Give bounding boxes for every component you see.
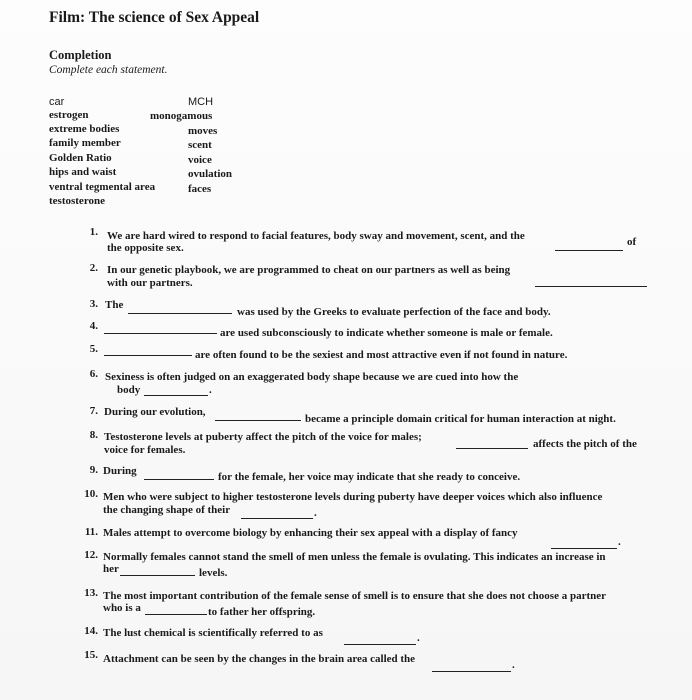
question-text-end: for the female, her voice may indicate that she ready to conceive.: [218, 471, 521, 483]
question-text-end: .: [618, 536, 621, 548]
question-text: Sexiness is often judged on an exaggerated body shape because we are cued into how the: [105, 371, 519, 383]
question-text: Normally females cannot stand the smell of men unless the female is ovulating. This indicates an increase in: [103, 551, 606, 563]
question-number: 11.: [84, 526, 98, 538]
answer-blank[interactable]: [104, 323, 217, 334]
word-bank-item: family member: [49, 137, 121, 149]
question-text: The most important contribution of the female sense of smell is to ensure that she does not choose a partner: [103, 590, 607, 602]
word-bank-item: scent: [188, 139, 212, 151]
word-bank-item: testosterone: [49, 195, 105, 207]
answer-blank[interactable]: [104, 345, 192, 356]
question-text-end: became a principle domain critical for human interaction at night.: [305, 413, 616, 425]
question-number: 2.: [89, 262, 98, 274]
answer-blank[interactable]: [535, 276, 647, 287]
word-bank-item: MCH: [188, 96, 214, 108]
question-number: 9.: [89, 464, 98, 476]
word-bank-item: hips and waist: [49, 166, 117, 178]
question-number: 5.: [89, 343, 98, 355]
question-number: 12.: [84, 549, 98, 561]
question-text: Men who were subject to higher testosterone levels during puberty have deeper voices which also influence: [103, 491, 603, 503]
word-bank-item: ovulation: [188, 168, 233, 180]
answer-blank[interactable]: [456, 438, 528, 449]
question-number: 3.: [89, 298, 98, 310]
question-text-cont: body: [117, 384, 141, 396]
question-text: During our evolution,: [104, 406, 206, 418]
word-bank-item: faces: [188, 183, 212, 195]
word-bank-item: Golden Ratio: [49, 152, 112, 164]
question-text-cont: with our partners.: [107, 277, 193, 289]
question-text-end: .: [314, 507, 317, 519]
question-text: Testosterone levels at puberty affect the pitch of the voice for males;: [104, 431, 422, 443]
question-text-end: affects the pitch of the: [533, 438, 637, 450]
word-bank-item: estrogen: [49, 109, 89, 121]
answer-blank[interactable]: [432, 661, 511, 672]
question-number: 13.: [84, 587, 98, 599]
answer-blank[interactable]: [555, 240, 623, 251]
question-number: 1.: [89, 226, 98, 238]
question-text-end: .: [209, 384, 212, 396]
answer-blank[interactable]: [551, 538, 617, 549]
answer-blank[interactable]: [144, 469, 214, 480]
question-number: 7.: [89, 405, 98, 417]
question-text: Attachment can be seen by the changes in the brain area called the: [103, 653, 416, 665]
word-bank-item: extreme bodies: [49, 123, 120, 135]
answer-blank[interactable]: [145, 604, 207, 615]
question-number: 6.: [89, 368, 98, 380]
question-text-cont: the opposite sex.: [107, 242, 184, 254]
question-text-end: to father her offspring.: [208, 606, 316, 618]
word-bank-item: voice: [188, 154, 212, 166]
word-bank-item: moves: [188, 125, 218, 137]
question-text-end: are used subconsciously to indicate whether someone is male or female.: [220, 327, 553, 339]
question-text-end: .: [417, 632, 420, 644]
question-text: In our genetic playbook, we are programmed to cheat on our partners as well as being: [107, 264, 511, 276]
question-number: 4.: [89, 320, 98, 332]
question-text: Males attempt to overcome biology by enhancing their sex appeal with a display of fancy: [103, 527, 518, 539]
answer-blank[interactable]: [241, 508, 313, 519]
question-number: 15.: [84, 649, 98, 661]
question-text: The lust chemical is scientifically referred to as: [103, 627, 323, 639]
answer-blank[interactable]: [215, 410, 301, 421]
section-instructions: Complete each statement.: [49, 64, 168, 76]
question-number: 14.: [84, 625, 98, 637]
question-text-end: was used by the Greeks to evaluate perfection of the face and body.: [237, 306, 551, 318]
question-text: The: [105, 299, 124, 311]
word-bank-item: monogamous: [150, 110, 213, 122]
question-text-end: levels.: [199, 567, 228, 579]
question-text-cont: the changing shape of their: [103, 504, 231, 516]
answer-blank[interactable]: [144, 385, 208, 396]
answer-blank[interactable]: [120, 565, 195, 576]
question-number: 10.: [84, 488, 98, 500]
answer-blank[interactable]: [128, 303, 232, 314]
question-text: We are hard wired to respond to facial features, body sway and movement, scent, and the: [107, 230, 525, 242]
question-text-end: are often found to be the sexiest and most attractive even if not found in nature.: [195, 349, 568, 361]
question-text-cont: who is a: [103, 602, 141, 614]
question-number: 8.: [89, 429, 98, 441]
word-bank-item: ventral tegmental area: [49, 181, 156, 193]
question-text-end: .: [512, 659, 515, 671]
question-text-cont: voice for females.: [104, 444, 186, 456]
section-title: Completion: [49, 48, 112, 62]
word-bank-item: car: [49, 96, 65, 108]
answer-blank[interactable]: [344, 634, 416, 645]
page-title: Film: The science of Sex Appeal: [49, 9, 260, 26]
question-text-cont: her: [103, 563, 119, 575]
question-text-end: of: [627, 236, 637, 248]
question-text: During: [103, 465, 137, 477]
